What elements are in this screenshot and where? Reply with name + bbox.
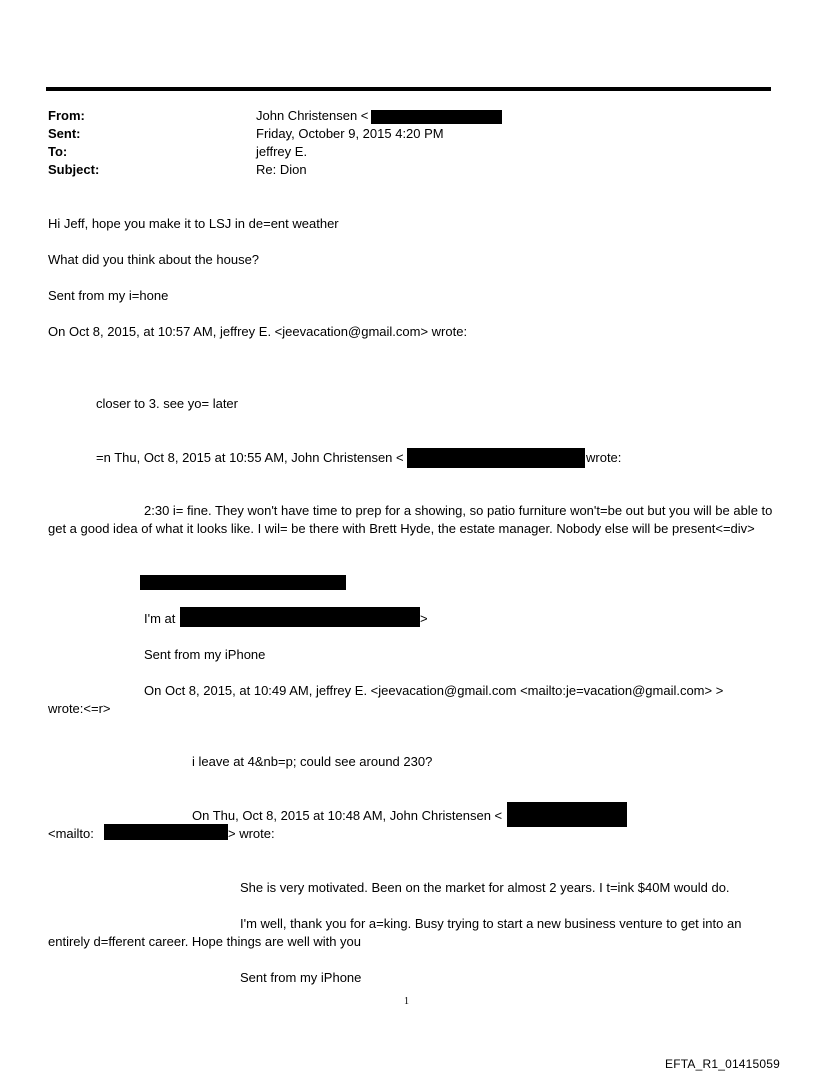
- sent-from-iphone-2: Sent from my iPhone: [240, 970, 362, 985]
- from-value: John Christensen <: [256, 108, 369, 123]
- redaction-email-1048: [507, 802, 627, 827]
- redaction-block-1: [140, 575, 346, 590]
- from-label: From:: [48, 108, 85, 123]
- subject-value: Re: Dion: [256, 162, 307, 177]
- quote-header-1055: =n Thu, Oct 8, 2015 at 10:55 AM, John Christensen <: [96, 450, 404, 465]
- sent-value: Friday, October 9, 2015 4:20 PM: [256, 126, 444, 141]
- subject-label: Subject:: [48, 162, 100, 177]
- quote-header-1057: On Oct 8, 2015, at 10:57 AM, jeffrey E. <jeevacation@gmail.com> wrote:: [48, 324, 468, 339]
- quote-header-1048: On Thu, Oct 8, 2015 at 10:48 AM, John Christensen <: [192, 808, 503, 823]
- quote-header-1055-wrote: wrote:: [586, 450, 622, 465]
- mailto-prefix: <mailto:: [48, 826, 94, 841]
- mailto-wrote: > wrote:: [228, 826, 275, 841]
- body-question: What did you think about the house?: [48, 252, 260, 267]
- quote-header-1049: On Oct 8, 2015, at 10:49 AM, jeffrey E. <jeevacation@gmail.com <mailto:je=vacation@gmail.com> >: [144, 683, 724, 698]
- body-signature: Sent from my i=hone: [48, 288, 169, 303]
- redaction-location: [180, 607, 420, 627]
- page-number: 1: [404, 996, 409, 1007]
- redaction-from-email: [371, 110, 502, 124]
- redaction-email-1055: [407, 448, 585, 468]
- redaction-mailto: [104, 824, 228, 840]
- to-value: jeffrey E.: [256, 144, 308, 159]
- quote-i-leave: i leave at 4&nb=p; could see around 230?: [192, 754, 433, 769]
- quote-well-line2: entirely d=fferent career. Hope things are well with you: [48, 934, 362, 949]
- quote-paragraph-showing: 2:30 i= fine. They won't have time to prep for a showing, so patio furniture won't=be out but you will be able to get a good idea of what it looks like. I wil= be there with Brett Hyde, the estate manager. Nobody else will be present<=div>: [48, 503, 773, 536]
- im-at-text: I'm at: [144, 611, 176, 626]
- header-rule: [46, 87, 771, 91]
- quote-closer-to-3: closer to 3. see yo= later: [96, 396, 238, 411]
- quote-well-line1: I'm well, thank you for a=king. Busy trying to start a new business venture to get into an: [240, 916, 742, 931]
- to-label: To:: [48, 144, 68, 159]
- document-id-footer: EFTA_R1_01415059: [665, 1057, 781, 1071]
- sent-label: Sent:: [48, 126, 81, 141]
- sent-from-iphone-1: Sent from my iPhone: [144, 647, 266, 662]
- body-greeting: Hi Jeff, hope you make it to LSJ in de=ent weather: [48, 216, 339, 231]
- im-at-end: >: [420, 611, 428, 626]
- quote-header-1049-wrote: wrote:<=r>: [48, 701, 111, 716]
- quote-motivated: She is very motivated. Been on the market for almost 2 years. I t=ink $40M would do.: [240, 880, 730, 895]
